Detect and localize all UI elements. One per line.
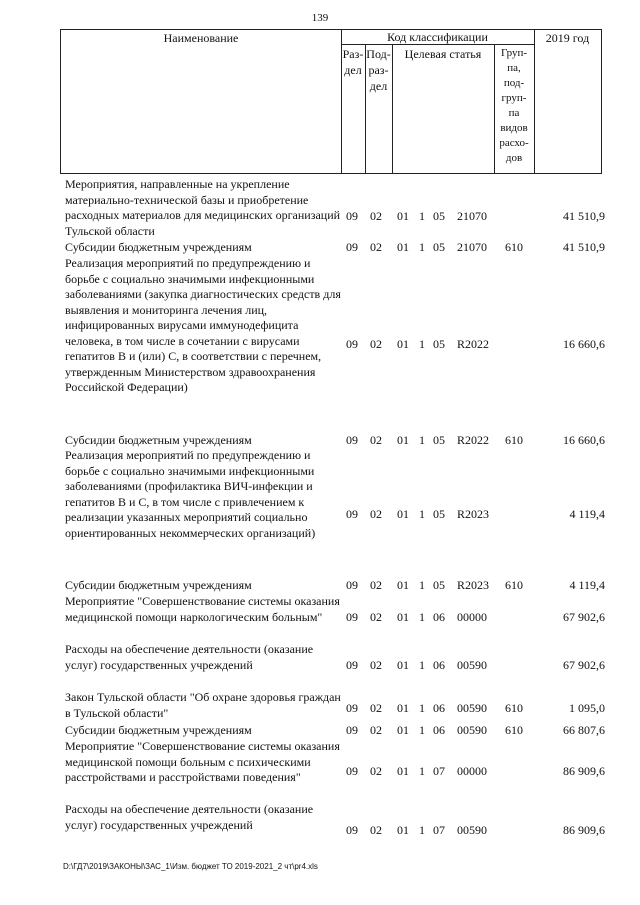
- code-target-program: 01: [397, 507, 409, 521]
- row-name: Субсидии бюджетным учреждениям: [65, 578, 252, 592]
- code-section: 09: [346, 433, 358, 447]
- code-target-subprogram: 1: [419, 209, 425, 223]
- code-target-program: 01: [397, 764, 409, 778]
- code-target-event: 07: [433, 764, 445, 778]
- code-target-program: 01: [397, 610, 409, 624]
- code-target-program: 01: [397, 701, 409, 715]
- code-target-event: 05: [433, 578, 445, 592]
- row-name: Расходы на обеспечение деятельности (оказание услуг) государственных учреждений: [65, 642, 314, 672]
- code-target-subprogram: 1: [419, 823, 425, 837]
- code-target-direction: R2023: [457, 507, 490, 521]
- code-target-program: 01: [397, 658, 409, 672]
- row-name: Реализация мероприятий по предупреждению и борьбе с социально значимыми инфекционными заболеваниями (профилактика ВИЧ-инфекции и гепатитов В и С, в том числе с привлечением к реализации указанных мероприятий социально ориентированных некоммерческих организаций): [65, 448, 316, 540]
- code-section: 09: [346, 658, 358, 672]
- amount-2019: 86 909,6: [563, 764, 605, 778]
- code-target-event: 05: [433, 337, 445, 351]
- amount-2019: 16 660,6: [563, 433, 605, 447]
- code-target-event: 05: [433, 240, 445, 254]
- header-divider: [534, 30, 535, 173]
- amount-2019: 1 095,0: [569, 701, 605, 715]
- code-target-event: 05: [433, 507, 445, 521]
- code-target-direction: 00000: [457, 610, 487, 624]
- code-expense-group: 610: [505, 578, 523, 592]
- amount-2019: 4 119,4: [569, 507, 605, 521]
- code-section: 09: [346, 823, 358, 837]
- code-section: 09: [346, 240, 358, 254]
- code-section: 09: [346, 578, 358, 592]
- row-name: Расходы на обеспечение деятельности (оказание услуг) государственных учреждений: [65, 802, 314, 832]
- code-target-direction: 00590: [457, 823, 487, 837]
- amount-2019: 4 119,4: [569, 578, 605, 592]
- code-target-program: 01: [397, 433, 409, 447]
- page-number: 139: [311, 12, 329, 24]
- code-section: 09: [346, 610, 358, 624]
- code-target-program: 01: [397, 578, 409, 592]
- code-target-program: 01: [397, 337, 409, 351]
- header-name: Наименование: [163, 31, 239, 45]
- code-section: 09: [346, 507, 358, 521]
- code-target-event: 05: [433, 433, 445, 447]
- code-subsection: 02: [370, 433, 382, 447]
- code-expense-group: 610: [505, 723, 523, 737]
- row-name: Субсидии бюджетным учреждениям: [65, 433, 252, 447]
- amount-2019: 67 902,6: [563, 658, 605, 672]
- code-subsection: 02: [370, 240, 382, 254]
- code-target-event: 06: [433, 658, 445, 672]
- amount-2019: 41 510,9: [563, 209, 605, 223]
- code-expense-group: 610: [505, 433, 523, 447]
- row-name: Закон Тульской области "Об охране здоровья граждан в Тульской области": [65, 690, 341, 720]
- header-group: Груп- па, под- груп- па видов расхо- дов: [499, 47, 529, 164]
- code-section: 09: [346, 764, 358, 778]
- code-target-event: 06: [433, 723, 445, 737]
- code-target-direction: 00590: [457, 658, 487, 672]
- code-expense-group: 610: [505, 701, 523, 715]
- code-target-event: 06: [433, 701, 445, 715]
- code-target-program: 01: [397, 823, 409, 837]
- code-section: 09: [346, 337, 358, 351]
- code-section: 09: [346, 723, 358, 737]
- code-subsection: 02: [370, 578, 382, 592]
- code-target-direction: R2022: [457, 337, 490, 351]
- code-target-direction: R2022: [457, 433, 490, 447]
- code-subsection: 02: [370, 823, 382, 837]
- code-subsection: 02: [370, 610, 382, 624]
- code-subsection: 02: [370, 209, 382, 223]
- header-year: 2019 год: [545, 31, 590, 45]
- code-target-subprogram: 1: [419, 240, 425, 254]
- code-target-subprogram: 1: [419, 578, 425, 592]
- code-target-direction: 00590: [457, 723, 487, 737]
- code-subsection: 02: [370, 723, 382, 737]
- code-target-subprogram: 1: [419, 507, 425, 521]
- header-classification: Код классификации: [387, 30, 488, 44]
- code-target-event: 05: [433, 209, 445, 223]
- header-target: Целевая статья: [404, 47, 482, 61]
- code-target-program: 01: [397, 240, 409, 254]
- code-subsection: 02: [370, 507, 382, 521]
- amount-2019: 86 909,6: [563, 823, 605, 837]
- code-target-subprogram: 1: [419, 701, 425, 715]
- code-target-subprogram: 1: [419, 764, 425, 778]
- code-target-direction: 00590: [457, 701, 487, 715]
- header-section: Раз- дел: [342, 47, 364, 77]
- code-target-event: 06: [433, 610, 445, 624]
- code-subsection: 02: [370, 701, 382, 715]
- header-subsection: Под- раз- дел: [366, 47, 391, 93]
- code-target-subprogram: 1: [419, 433, 425, 447]
- amount-2019: 67 902,6: [563, 610, 605, 624]
- row-name: Субсидии бюджетным учреждениям: [65, 240, 252, 254]
- code-target-direction: 21070: [457, 240, 487, 254]
- code-subsection: 02: [370, 764, 382, 778]
- code-section: 09: [346, 701, 358, 715]
- code-target-direction: 00000: [457, 764, 487, 778]
- code-target-direction: R2023: [457, 578, 490, 592]
- code-expense-group: 610: [505, 240, 523, 254]
- code-target-program: 01: [397, 723, 409, 737]
- code-subsection: 02: [370, 337, 382, 351]
- code-target-direction: 21070: [457, 209, 487, 223]
- amount-2019: 16 660,6: [563, 337, 605, 351]
- row-name: Мероприятие "Совершенствование системы оказания медицинской помощи больным с психическими расстройствами и расстройствами поведения": [65, 739, 340, 784]
- code-target-subprogram: 1: [419, 658, 425, 672]
- code-target-subprogram: 1: [419, 723, 425, 737]
- amount-2019: 41 510,9: [563, 240, 605, 254]
- header-divider: [392, 44, 393, 173]
- row-name: Мероприятия, направленные на укрепление материально-технической базы и приобретение расходных материалов для медицинских организаций Тульской области: [65, 177, 341, 238]
- row-name: Реализация мероприятий по предупреждению и борьбе с социально значимыми инфекционными заболеваниями (закупка диагностических средств для выявления и мониторинга лечения лиц, инфицированных вирусами иммунодефицита человека, в том числе в сочетании с вирусами гепатитов В и (или) С, в соответствии с перечнем, утвержденным Министерством здравоохранения Российской Федерации): [65, 256, 341, 394]
- code-section: 09: [346, 209, 358, 223]
- code-target-subprogram: 1: [419, 337, 425, 351]
- amount-2019: 66 807,6: [563, 723, 605, 737]
- file-path: D:\ГД7\2019\ЗАКОНЫ\ЗАС_1\Изм. бюджет ТО 2019-2021_2 чт\pr4.xls: [63, 862, 318, 871]
- code-subsection: 02: [370, 658, 382, 672]
- code-target-event: 07: [433, 823, 445, 837]
- row-name: Мероприятие "Совершенствование системы оказания медицинской помощи наркологическим больным": [65, 594, 340, 624]
- code-target-subprogram: 1: [419, 610, 425, 624]
- row-name: Субсидии бюджетным учреждениям: [65, 723, 252, 737]
- code-target-program: 01: [397, 209, 409, 223]
- table-header: [60, 29, 602, 174]
